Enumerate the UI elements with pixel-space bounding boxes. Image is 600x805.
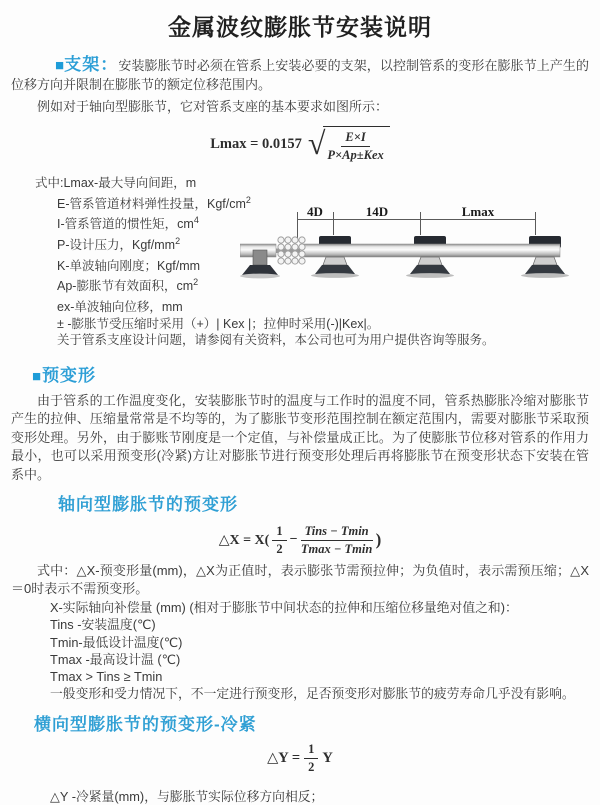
axial-formula-rhs: ): [375, 530, 382, 550]
preform-heading-label: 预变形: [42, 365, 97, 385]
definition-text: K-单波轴向刚度；Kgf/mm: [57, 258, 201, 273]
definition-text: P-设计压力，Kgf/mm: [57, 238, 176, 253]
definition-sup: 2: [193, 277, 199, 288]
axial-where-paragraph: 式中：△X-预变形量(mm)，△X为正值时，表示膨张节需预拉伸；为负值时，表示需预压缩；△X＝0时表示不需预变形。: [11, 563, 589, 597]
formula-definitions-list: [35, 171, 600, 349]
support-example-line: 例如对于轴向型膨胀节，它对管系支座的基本要求如图所示：: [37, 99, 389, 114]
axial-definitions-list: [50, 599, 600, 702]
definition-line: [57, 274, 600, 295]
support-heading: [55, 55, 118, 74]
axial-formula-lhs: △X = X(: [218, 532, 270, 548]
document-page: [0, 12, 600, 805]
definition-text: Lmax-最大导向间距，m: [63, 176, 197, 191]
axial-formula: [0, 523, 600, 557]
axial-definition-line: X-实际轴向补偿量 (mm) (相对于膨胀节中间状态的拉伸和压缩位移量绝对值之和)：: [50, 600, 518, 616]
definition-sup: 4: [193, 215, 199, 226]
section-square-icon: ■: [55, 57, 65, 74]
lmax-fraction-denominator: P×Ap±Kex: [327, 147, 384, 162]
definition-text: I-管系管道的惯性矩，cm: [57, 217, 194, 232]
lateral-formula-lhs: △Y =: [267, 750, 301, 767]
page-title: 金属波纹膨胀节安装说明: [168, 14, 432, 40]
definition-text: Ap-膨胀节有效面积，cm: [57, 279, 194, 294]
axial-definition-line: Tmin-最低设计温度(℃): [50, 634, 183, 650]
definition-line: [57, 295, 600, 316]
lmax-formula: [0, 126, 600, 162]
preform-section-heading: [32, 365, 600, 388]
sqrt-radical: [308, 126, 390, 162]
definition-line: [35, 171, 600, 192]
definition-line: [57, 212, 600, 233]
half-fraction: $\frac{1}{2}$: [272, 524, 286, 556]
where-label: 式中:: [35, 176, 64, 191]
section-square-icon: ■: [32, 367, 43, 385]
lmax-fraction-numerator: E×I: [341, 130, 369, 146]
definition-sup: 2: [245, 194, 251, 205]
minus-sign: −: [289, 532, 298, 548]
axial-definition-line: Tins -安装温度(℃): [50, 617, 156, 633]
dim-label-lmax: Lmax: [461, 204, 495, 219]
dim-label-14d: 14D: [365, 204, 389, 219]
definition-line: [57, 254, 600, 275]
definition-text: ex-单波轴向位移，mm: [57, 300, 183, 315]
axial-definition-line: 一般变形和受力情况下，不一定进行预变形，足否预变形对膨胀节的疲劳寿命几乎没有影响。: [50, 686, 575, 702]
preform-paragraph: 由于管系的工作温度变化，安装膨胀节时的温度与工作时的温度不同，管系热膨胀冷缩对膨胀节产生的拉伸、压缩量常常是不均等的，为了膨胀节变形范围控制在额定范围内，需要对膨胀节采取预变形处理。另外，由于膨账节刚度是一个定值，与补偿量成正比。为了使膨胀节位移对管系的作用力最小，也可以采用预变形(冷紧)方让对膨胀节进行预变形处理后再将膨胀节在预变形状态下安装在管系中。: [11, 392, 589, 482]
lateral-formula: [0, 742, 600, 774]
support-heading-label: 支架：: [64, 55, 119, 74]
dim-label-4d: 4D: [307, 204, 323, 219]
axial-subheading: 轴向型膨胀节的预变形: [58, 495, 238, 515]
lateral-subheading: 横向型膨胀节的预变形-冷紧: [34, 715, 257, 735]
radical-sign-icon: √: [307, 125, 326, 161]
lateral-note-line: △Y -冷紧量(mm)，与膨胀节实际位移方向相反；: [50, 789, 324, 805]
axial-definition-line: Tmax -最高设计温 (℃): [50, 651, 181, 667]
definition-line: [57, 233, 600, 254]
pm-note: ± -膨胀节受压缩时采用（+）| Kex |；拉伸时采用(-)|Kex|。: [57, 316, 380, 331]
support-intro-text: 安装膨胀节时必须在管系上安装必要的支架，以控制管系的变形在膨胀节上产生的位移方向并限制在膨胀节的额定位移范围内。: [11, 58, 589, 92]
temperature-fraction: $\frac{\text{Tins − Tmin}}{Tmax - Tmin}$: [300, 524, 373, 556]
definition-text: E-管系管道材料弹性投量，Kgf/cm: [57, 196, 246, 211]
lmax-fraction: [327, 130, 383, 162]
lmax-formula-lhs: Lmax = 0.0157: [210, 135, 302, 152]
definition-sup: 2: [175, 235, 181, 246]
definition-line: [57, 192, 600, 213]
service-note: 关于管系支座设计问题，请参阅有关资料，本公司也可为用户提供咨询等服务。: [57, 333, 495, 348]
support-paragraph: [11, 55, 589, 94]
axial-definition-line: Tmax > Tins ≥ Tmin: [50, 668, 163, 684]
half-fraction: $\frac{1}{2}$: [304, 742, 318, 774]
lateral-formula-rhs: Y: [322, 749, 333, 766]
